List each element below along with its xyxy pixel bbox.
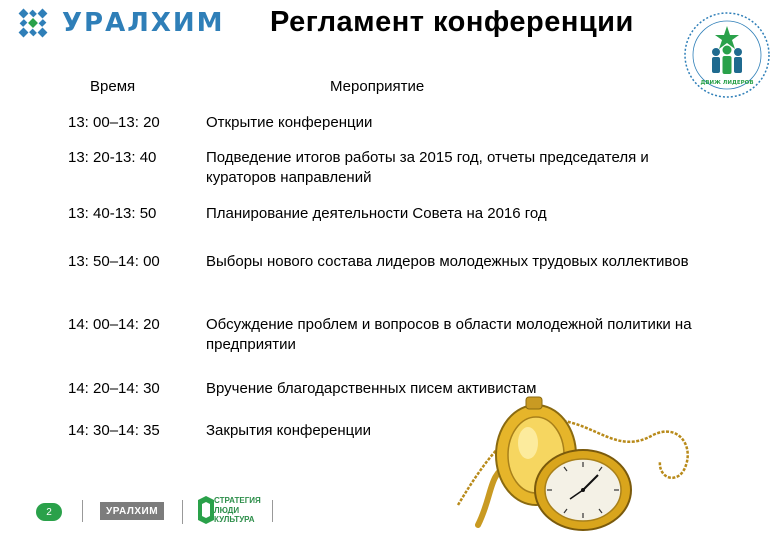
row-time: 13: 00–13: 20	[68, 114, 160, 131]
row-event: Обсуждение проблем и вопросов в области молодежной политики на предприятии	[206, 316, 692, 353]
row-event: Выборы нового состава лидеров молодежных трудовых коллективов	[206, 253, 689, 270]
row-time: 13: 20-13: 40	[68, 149, 157, 166]
strategy-line: СТРАТЕГИЯ	[214, 496, 261, 505]
strategy-icon	[196, 496, 216, 524]
footer-divider	[272, 500, 273, 522]
row-event: Подведение итогов работы за 2015 год, отчеты председателя и кураторов направлений	[206, 149, 649, 186]
strategy-line: ЛЮДИ	[214, 505, 240, 515]
row-event: Открытие конференции	[206, 114, 373, 131]
column-header-time: Время	[90, 78, 136, 95]
uralchem-logo	[18, 8, 225, 38]
uralchem-logo-icon	[18, 8, 48, 38]
footer-uralchem-logo: УРАЛХИМ	[100, 502, 164, 520]
youth-movement-emblem-icon	[682, 10, 772, 100]
row-time: 13: 40-13: 50	[68, 205, 157, 222]
row-event: Вручение благодарственных писем активистам	[206, 380, 537, 397]
pocket-watch-icon	[448, 395, 708, 535]
strategy-line: КУЛЬТУРА	[214, 515, 255, 524]
row-time: 14: 20–14: 30	[68, 380, 160, 397]
footer-divider	[82, 500, 83, 522]
emblem-caption: ДВИЖ ЛИДЕРОВ	[700, 80, 754, 86]
row-event: Закрытия конференции	[206, 422, 371, 439]
page-title: Регламент конференции	[270, 6, 634, 38]
row-event: Планирование деятельности Совета на 2016 год	[206, 205, 547, 222]
column-header-event: Мероприятие	[330, 78, 425, 95]
row-time: 13: 50–14: 00	[68, 253, 160, 270]
uralchem-logo-text: УРАЛХИМ	[62, 8, 225, 38]
page-number: 2	[36, 503, 62, 521]
row-time: 14: 30–14: 35	[68, 422, 160, 439]
row-time: 14: 00–14: 20	[68, 316, 160, 333]
footer-divider	[182, 500, 183, 524]
strategy-caption	[214, 496, 261, 525]
